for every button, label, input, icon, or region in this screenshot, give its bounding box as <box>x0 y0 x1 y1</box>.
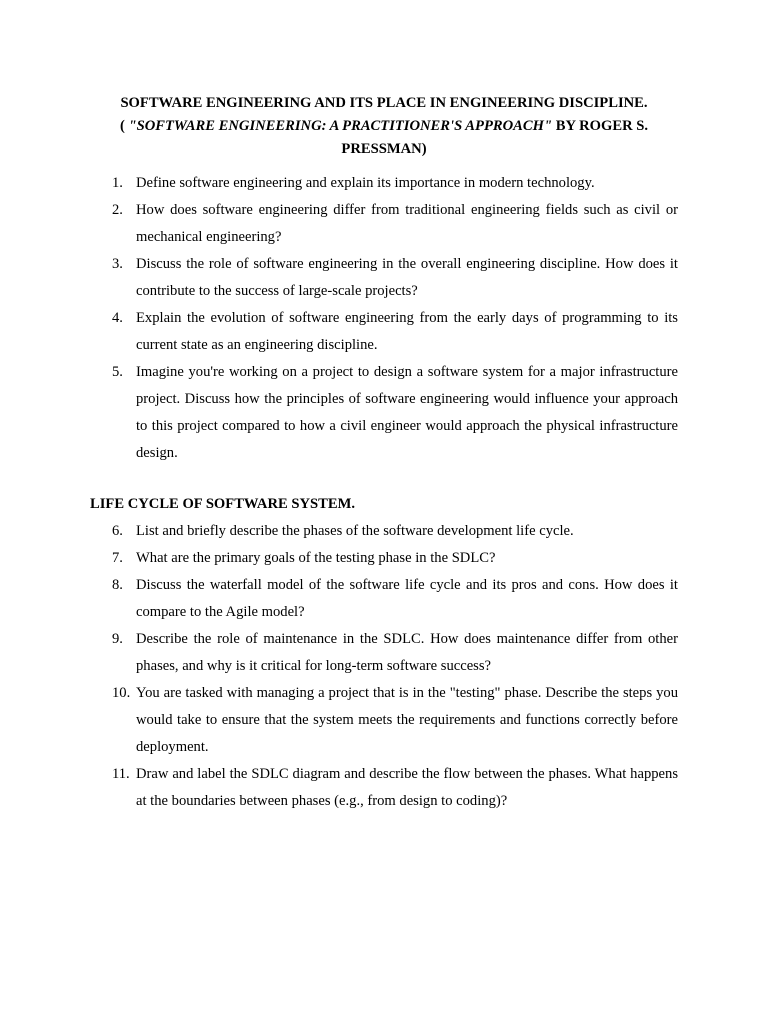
title-open-paren: ( <box>119 118 129 134</box>
section-2-heading: LIFE CYCLE OF SOFTWARE SYSTEM. <box>90 496 356 512</box>
section-2 <box>90 518 678 815</box>
question-text: Explain the evolution of software engineering from the early days of programming to its current state as an engineering discipline. <box>136 310 678 353</box>
question-text: You are tasked with managing a project that is in the "testing" phase. Describe the steps you would take to ensure that the system meets the requirements and functions correctly before deployment. <box>136 685 678 755</box>
document-title <box>90 92 678 161</box>
question-text: Define software engineering and explain its importance in modern technology. <box>136 175 595 191</box>
question-item <box>90 680 678 761</box>
title-book-name: "SOFTWARE ENGINEERING: A PRACTITIONER'S APPROACH" <box>128 118 553 134</box>
question-text: List and briefly describe the phases of the software development life cycle. <box>136 523 574 539</box>
question-list-2 <box>90 518 678 815</box>
question-number: 3. <box>112 256 123 272</box>
question-number: 1. <box>112 175 123 191</box>
question-item <box>90 359 678 467</box>
question-text: How does software engineering differ from traditional engineering fields such as civil or mechanical engineering? <box>136 202 678 245</box>
title-line-2 <box>90 115 678 138</box>
question-text: What are the primary goals of the testing phase in the SDLC? <box>136 550 496 566</box>
question-number: 2. <box>112 202 123 218</box>
question-text: Discuss the role of software engineering in the overall engineering discipline. How does it contribute to the success of large-scale projects? <box>136 256 678 299</box>
question-number: 9. <box>112 631 123 647</box>
question-text: Discuss the waterfall model of the software life cycle and its pros and cons. How does it compare to the Agile model? <box>136 577 678 620</box>
question-item <box>90 197 678 251</box>
question-list-1 <box>90 170 678 467</box>
question-item <box>90 170 678 197</box>
title-line-1: SOFTWARE ENGINEERING AND ITS PLACE IN ENGINEERING DISCIPLINE. <box>120 95 648 111</box>
title-line-3: PRESSMAN) <box>341 141 427 157</box>
question-item <box>90 518 678 545</box>
question-number: 6. <box>112 523 123 539</box>
section-1 <box>90 170 678 467</box>
question-number: 5. <box>112 364 123 380</box>
question-item <box>90 305 678 359</box>
question-text: Draw and label the SDLC diagram and describe the flow between the phases. What happens at the boundaries between phases (e.g., from design to coding)? <box>136 766 678 809</box>
question-number: 4. <box>112 310 123 326</box>
question-item <box>90 545 678 572</box>
question-item <box>90 251 678 305</box>
question-item <box>90 626 678 680</box>
question-text: Describe the role of maintenance in the SDLC. How does maintenance differ from other phases, and why is it critical for long-term software success? <box>136 631 678 674</box>
question-number: 8. <box>112 577 123 593</box>
question-number: 11. <box>112 766 130 782</box>
question-item <box>90 761 678 815</box>
question-number: 7. <box>112 550 123 566</box>
question-text: Imagine you're working on a project to design a software system for a major infrastructure project. Discuss how the principles of software engineering would influence your approach to this project compared to how a civil engineer would approach the physical infrastructure design. <box>136 364 678 461</box>
question-item <box>90 572 678 626</box>
title-author: BY ROGER S. <box>552 118 649 134</box>
question-number: 10. <box>112 685 131 701</box>
